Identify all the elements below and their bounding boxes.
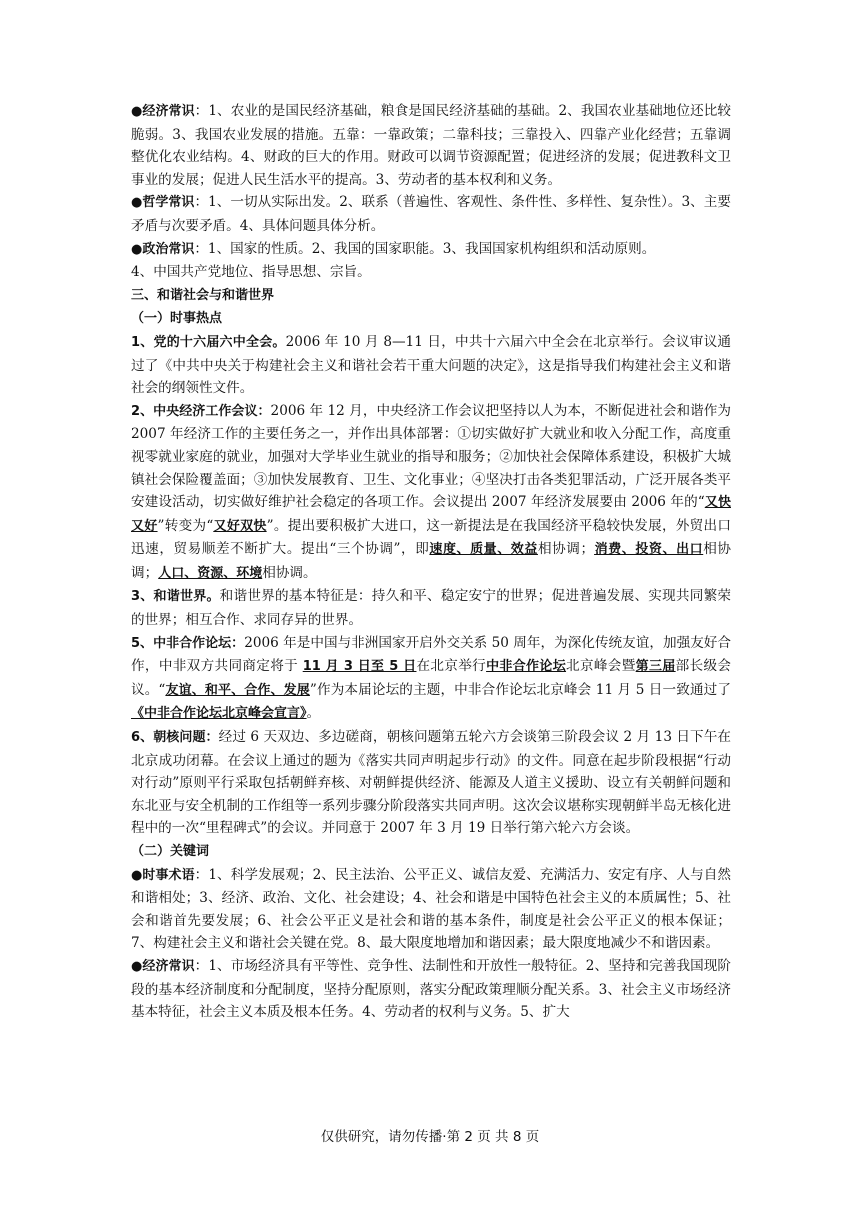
- page-footer: 仅供研究，请勿传播·第 2 页 共 8 页: [320, 1129, 540, 1145]
- document-body: [131, 100, 731, 1024]
- paragraph: [131, 331, 731, 400]
- text-run: 2006 年 10 月 8—11 日，中共十六届六中全会在北京举行。会议审议通过了《中共中央关于构建社会主义和谐社会若干重大问题的决定》，这是指导我们构建社会主义和谐社会的纲领性文件。: [131, 333, 732, 397]
- text-run: 相协调；: [537, 541, 595, 558]
- text-run: ”转变为“: [157, 517, 214, 534]
- paragraph: [131, 191, 731, 237]
- bold-text: ●经济常识: [131, 958, 195, 974]
- text-run: 4、中国共产党地位、指导思想、宗旨。: [131, 264, 371, 281]
- text-run: ：1、一切从实际出发。2、联系（普遍性、客观性、条件性、多样性、复杂性）。3、主要矛盾与次要矛盾。4、具体问题具体分析。: [131, 194, 731, 234]
- bold-text: ●政治常识: [131, 241, 195, 257]
- bold-text: 消费、投资、出口: [594, 542, 704, 558]
- paragraph: [131, 955, 731, 1024]
- bold-text: 11 月 3 日至 5 日: [302, 659, 417, 675]
- bold-text: ●哲学常识: [131, 195, 195, 211]
- text-run: ：1、农业的是国民经济基础，粮食是国民经济基础的基础。2、我国农业基础地位还比较脆弱。3、我国农业发展的措施。五靠：一靠政策；二靠科技；三靠投入、四靠产业化经营；五靠调整优化农业结构。4、财政的巨大的作用。财政可以调节资源配置；促进经济的发展；促进教科文卫事业的发展；促进人民生活水平的提高。3、劳动者的基本权利和义务。: [131, 103, 732, 188]
- bold-text: 友谊、和平、合作、发展: [165, 682, 310, 698]
- paragraph: [131, 585, 731, 631]
- paragraph: [131, 238, 731, 262]
- bold-text: 三、和谐社会与和谐世界: [131, 287, 275, 303]
- paragraph: [131, 307, 731, 331]
- text-run: 经过 6 天双边、多边磋商，朝核问题第五轮六方会谈第三阶段会议 2 月 13 日下午在北京成功闭幕。在会议上通过的题为《落实共同声明起步行动》的文件。同意在起步阶段根据“行动对行动”原则平行采取包括朝鲜弃核、对朝鲜提供经济、能源及人道主义援助、设立有关朝鲜问题和东北亚与安全机制的工作组等一系列步骤分阶段落实共同声明。这次会议堪称实现朝鲜半岛无核化进程中的一次“里程碑式”的会议。并同意于 2007 年 3 月 19 日举行第六轮六方会谈。: [131, 729, 732, 837]
- bold-text: 速度、质量、效益: [429, 542, 538, 558]
- bold-text: 2、中央经济工作会议：: [131, 403, 271, 419]
- text-run: 相协调。: [262, 564, 317, 581]
- bold-text: 5、中非合作论坛：: [131, 635, 245, 651]
- paragraph: [131, 261, 731, 284]
- bold-text: （一）时事热点: [131, 311, 223, 327]
- text-run: ：1、科学发展观；2、民主法治、公平正义、诚信友爱、充满活力、安定有序、人与自然和谐相处；3、经济、政治、文化、社会建设；4、社会和谐是中国特色社会主义的本质属性；5、社会和谐首先要发展；6、社会公平正义是社会和谐的基本条件，制度是社会公平正义的根本保证；7、构建社会主义和谐社会关键在党。8、最大限度地增加和谐因素；最大限度地减少不和谐因素。: [131, 866, 732, 952]
- bold-text: 又快又好: [131, 495, 731, 534]
- bold-text: 第三届: [635, 659, 676, 675]
- bold-text: 人口、资源、环境: [158, 565, 263, 581]
- text-run: ”作为本届论坛的主题，中非合作论坛北京峰会 11 月 5 日一致通过了: [309, 681, 731, 698]
- bold-text: 又好双快: [213, 518, 267, 534]
- paragraph: [131, 864, 731, 955]
- bold-text: ●经济常识: [131, 104, 195, 119]
- bold-text: 中非合作论坛: [486, 659, 567, 675]
- text-run: 。: [306, 705, 321, 722]
- paragraph: [131, 284, 731, 308]
- paragraph: [131, 100, 731, 191]
- text-run: 和谐世界的基本特征是：持久和平、稳定安宁的世界；促进普遍发展、实现共同繁荣的世界；相互合作、求同存异的世界。: [131, 588, 731, 629]
- bold-text: 6、朝核问题：: [131, 730, 219, 746]
- text-run: 相协调；: [131, 541, 731, 581]
- paragraph: [131, 400, 731, 586]
- text-run: 2006 年 12 月，中央经济工作会议把坚持以人为本，不断促进社会和谐作为 2007 年经济工作的主要任务之一，并作出具体部署：①切实做好扩大就业和收入分配工作，高度重视零就业家庭的就业，加强对大学毕业生就业的指导和服务；②加快社会保障体系建设，积极扩大城镇社会保险覆盖面；③加快发展教育、卫生、文化事业；④坚决打击各类犯罪活动，广泛开展各类平安建设活动，切实做好维护社会稳定的各项工作。会议提出 2007 年经济发展要由 2006 年的“: [131, 402, 732, 511]
- bold-text: ●时事术语: [131, 867, 195, 883]
- paragraph: [131, 840, 731, 864]
- text-run: ：1、市场经济具有平等性、竞争性、法制性和开放性一般特征。2、坚持和完善我国现阶段的基本经济制度和分配制度，坚持分配原则，落实分配政策理顺分配关系。3、社会主义市场经济基本特征，社会主义本质及根本任务。4、劳动者的权利与义务。5、扩大: [131, 957, 732, 1021]
- text-run: 在北京举行: [416, 658, 487, 675]
- bold-text: （二）关键词: [131, 844, 210, 859]
- paragraph: [131, 632, 731, 726]
- text-run: 部长级会议。“: [131, 658, 731, 698]
- bold-text: 《中非合作论坛北京峰会宣言》: [131, 706, 307, 722]
- text-run: ”。提出要积极扩大进口，这一新提法是在我国经济平稳较快发展，外贸出口迅速，贸易顺差不断扩大。提出“三个协调”，即: [131, 517, 731, 558]
- bold-text: 1、党的十六届六中全会。: [131, 334, 286, 350]
- text-run: 2006 年是中国与非洲国家开启外交关系 50 周年，为深化传统友谊，加强友好合作，中非双方共同商定将于: [131, 634, 732, 675]
- bold-text: 3、和谐世界。: [131, 589, 220, 605]
- text-run: ：1、国家的性质。2、我国的国家职能。3、我国国家机构组织和活动原则。: [194, 240, 656, 257]
- text-run: 北京峰会暨: [566, 658, 636, 675]
- paragraph: [131, 726, 731, 840]
